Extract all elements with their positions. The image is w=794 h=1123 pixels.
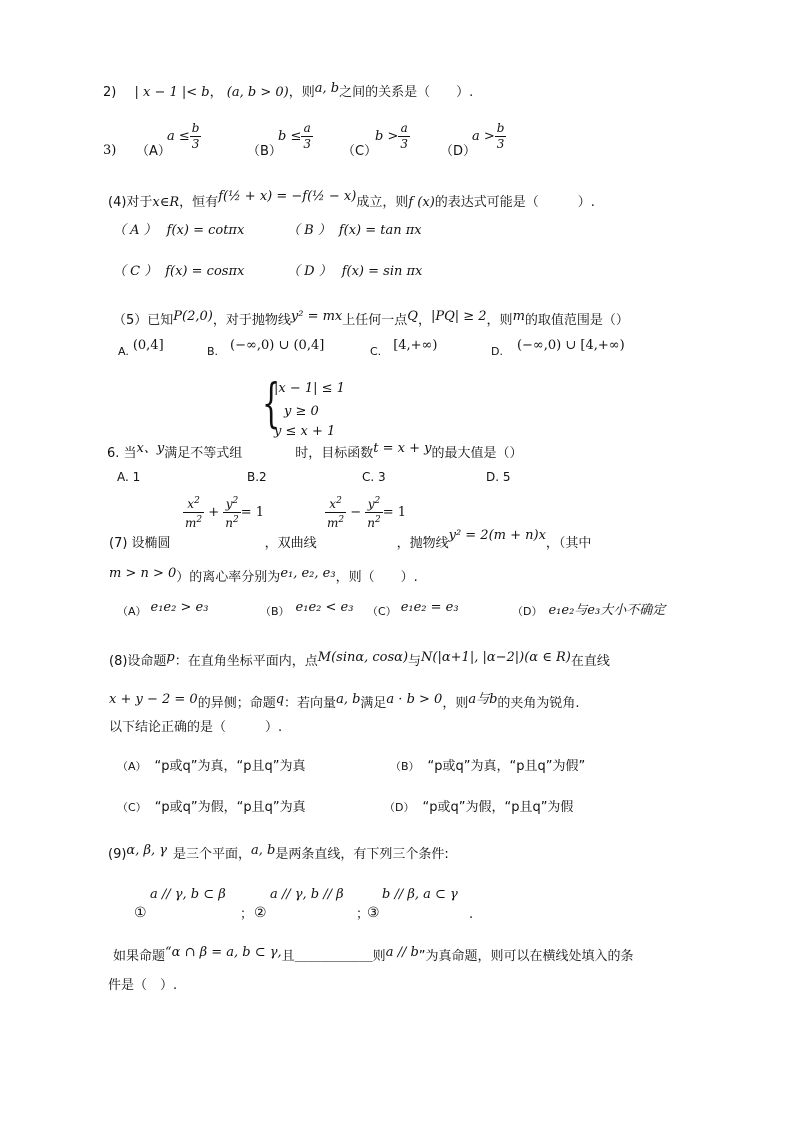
text: 的表达式可能是（ ）. [434, 195, 595, 210]
question-6: 6. 当x、y满足不等式组 时，目标函数t = x + y的最大值是（） [107, 441, 523, 461]
vars: a, b [314, 81, 340, 96]
text: ，恒有 [179, 195, 219, 210]
system-brace: { [262, 374, 281, 434]
lhs: a > [472, 129, 495, 144]
condition-3-mark: ③ [367, 905, 380, 921]
condition-1-mark: ① [134, 905, 147, 921]
q4-option-d: （ D ） f(x) = sin πx [287, 264, 423, 279]
q6-option-d: D. 5 [486, 470, 511, 484]
inequality: | x − 1 |< b [134, 85, 210, 100]
condition: (a, b > 0) [226, 85, 289, 100]
q6-option-a: A. 1 [117, 470, 141, 484]
option-c-label: （C） [342, 144, 378, 159]
q6-option-c: C. 3 [362, 470, 386, 484]
system-row-2: y ≥ 0 [284, 404, 319, 419]
ellipse-eq: $\frac{x^2}{m^2}$ + $\frac{y^2}{n^2}$ = 1 [185, 496, 265, 530]
question-9: (9)α, β, γ 是三个平面，a, b是两条直线，有下列三个条件: [108, 843, 449, 862]
condition-3-sep: . [469, 907, 474, 922]
option-a: a ≤ $\frac{b}{3}$ [167, 121, 200, 151]
question-7: (7) 设椭圆 ，双曲线 ，抛物线y² = 2(m + n)x，（其中 [109, 528, 592, 551]
hyperbola-eq: $\frac{x^2}{m^2}$ − $\frac{y^2}{n^2}$ = 1 [327, 496, 407, 530]
q4-option-a: （ A ） f(x) = cotπx [113, 223, 245, 238]
q4-option-c: （ C ） f(x) = cosπx [113, 264, 245, 279]
q7-option-c: （C） e₁e₂ = e₃ [367, 600, 459, 618]
q7-option-a: （A） e₁e₂ > e₃ [117, 600, 209, 618]
question-8-line3: 以下结论正确的是（ ）. [109, 720, 283, 735]
lhs: a ≤ [167, 129, 190, 144]
condition: x∈R [152, 195, 180, 210]
condition-2-mark: ② [254, 905, 267, 921]
lhs: b ≤ [278, 129, 302, 144]
question-4 [108, 190, 595, 209]
option-a-label: （A） [136, 144, 171, 159]
q5-option-c: C. [4,+∞) [370, 338, 438, 358]
system-row-1: |x − 1| ≤ 1 [274, 381, 345, 396]
text: 之间的关系是（ ）. [339, 85, 474, 100]
q5-option-a: A. (0,4] [118, 338, 164, 358]
q6-option-b: B.2 [247, 470, 267, 484]
equation: f(½ + x) = −f(½ − x) [218, 189, 357, 204]
q7-option-b: （B） e₁e₂ < e₃ [260, 600, 354, 618]
q8-option-c: （C） “p或q”为假，“p且q”为真 [117, 800, 306, 815]
question-7-line2: m > n > 0）的离心率分别为e₁, e₂, e₃，则（ ）. [109, 566, 418, 585]
option-b-label: （B） [247, 144, 282, 159]
text: ，则 [288, 85, 315, 100]
q8-option-a: （A） “p或q”为真，“p且q”为真 [117, 759, 306, 774]
question-8: (8)设命题p：在直角坐标平面内，点M(sinα, cosα)与N(|α+1|, |α−2|)(α ∈ R)在直线 [109, 650, 610, 669]
text: (4)对于 [108, 195, 153, 210]
condition-1-sep: ； [240, 907, 254, 922]
question-9-proposition: 如果命题“α ∩ β = a, b ⊂ γ,且＿＿＿＿＿＿则a // b”为真命题，则可以在横线处填入的条 [113, 945, 634, 964]
question-3-num: 3) [103, 143, 117, 158]
question-9-line2: 件是（ ）. [108, 978, 178, 993]
question-5: （5）已知P(2,0)，对于抛物线y² = mx上任何一点Q，|PQ| ≥ 2，则m的取值范围是（） [113, 309, 629, 328]
condition-2-sep: ； [356, 907, 370, 922]
fx: f (x) [408, 195, 435, 210]
system-row-3: y ≤ x + 1 [274, 424, 336, 439]
question-8-line2: x + y − 2 = 0的异侧；命题q：若向量a, b满足a · b > 0，则a与b的夹角为锐角. [109, 692, 580, 711]
option-c: b > $\frac{a}{3}$ [375, 121, 408, 151]
lhs: b > [375, 129, 399, 144]
option-d: a > $\frac{b}{3}$ [472, 121, 505, 151]
q7-option-d: （D） e₁e₂与e₃大小不确定 [512, 603, 666, 618]
q5-option-d: D. (−∞,0) ∪ [4,+∞) [491, 338, 625, 358]
question-number: 2) [103, 85, 117, 100]
condition-3-expr: b // β, a ⊂ γ [382, 887, 458, 902]
q4-option-b: （ B ） f(x) = tan πx [287, 223, 422, 238]
condition-2-expr: a // γ, b // β [270, 887, 344, 902]
question-2: 2) | x − 1 |< b， (a, b > 0)，则a, b之间的关系是（ ）. [103, 81, 474, 100]
option-b: b ≤ $\frac{a}{3}$ [278, 121, 311, 151]
q8-option-d: （D） “p或q”为假，“p且q”为假 [384, 800, 574, 815]
q5-option-b: B. (−∞,0) ∪ (0,4] [207, 338, 325, 358]
q8-option-b: （B） “p或q”为真，“p且q”为假” [390, 759, 586, 774]
text: 成立，则 [356, 195, 409, 210]
option-d-label: （D） [440, 144, 477, 159]
condition-1-expr: a // γ, b ⊂ β [150, 887, 226, 902]
